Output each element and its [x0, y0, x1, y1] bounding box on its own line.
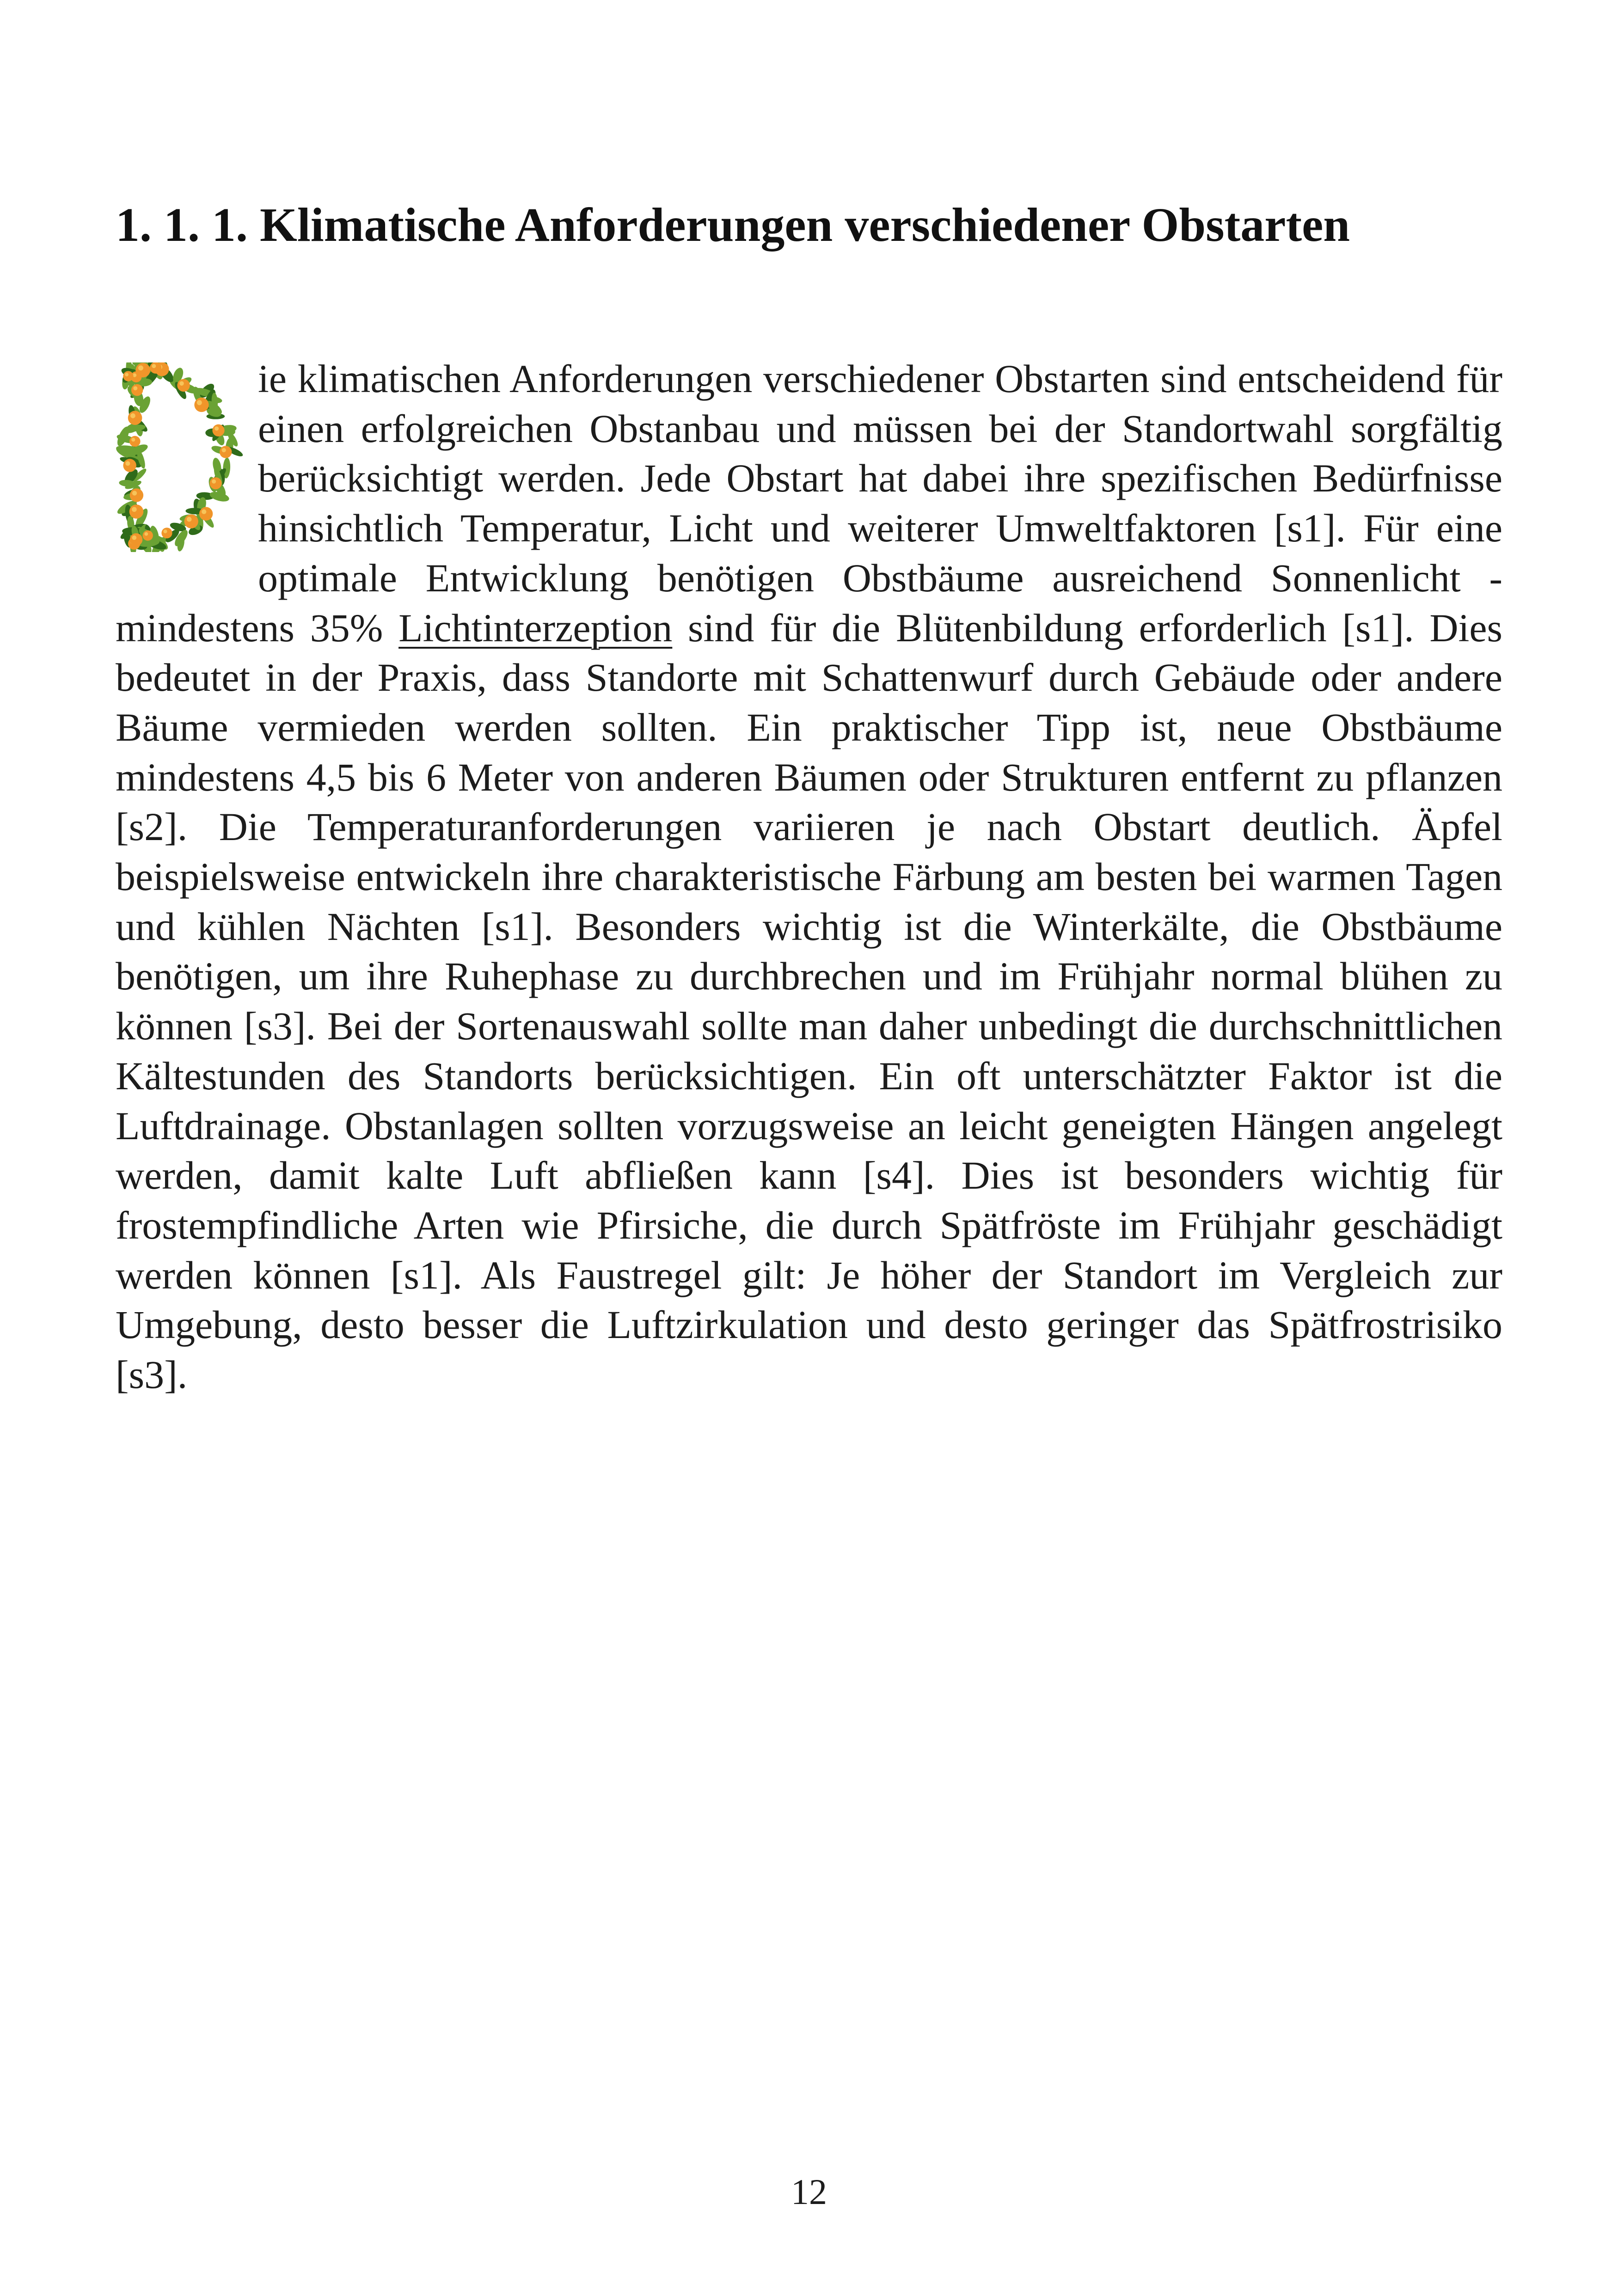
- fruit-tree-letter-d-icon: [116, 362, 244, 557]
- orange-fruit: [128, 411, 142, 425]
- orange-highlight: [202, 510, 206, 514]
- orange-highlight: [125, 461, 130, 466]
- orange-fruit: [129, 504, 144, 519]
- orange-fruit: [130, 533, 142, 546]
- page-number: 12: [791, 2172, 827, 2212]
- orange-highlight: [152, 364, 156, 368]
- orange-highlight: [144, 532, 148, 536]
- orange-fruit: [131, 384, 143, 396]
- orange-highlight: [187, 517, 192, 522]
- orange-fruit: [177, 379, 190, 392]
- orange-fruit: [130, 488, 143, 502]
- orange-highlight: [132, 491, 137, 496]
- orange-highlight: [138, 365, 143, 370]
- orange-fruit: [161, 528, 172, 538]
- orange-fruit: [199, 507, 213, 521]
- orange-highlight: [130, 413, 135, 418]
- orange-fruit: [123, 371, 133, 381]
- orange-fruit: [212, 424, 224, 436]
- orange-fruit: [142, 530, 153, 540]
- orange-fruit: [135, 363, 150, 378]
- orange-highlight: [125, 373, 129, 376]
- orange-fruit: [220, 446, 232, 458]
- orange-fruit: [209, 477, 221, 489]
- underlined-term: Lichtinterzeption: [398, 605, 673, 650]
- orange-highlight: [212, 479, 216, 484]
- orange-fruit: [123, 459, 136, 472]
- orange-fruit: [184, 515, 198, 528]
- orange-highlight: [132, 507, 137, 512]
- orange-fruit: [194, 398, 208, 412]
- paragraph-text-part-2: sind für die Blütenbildung erforderlich [s1]. Dies bedeutet in der Praxis, dass Standorte mit Schattenwurf durch Gebäude oder andere Bäume vermieden werden sollten. Ein praktischer Tipp ist, neue Obstbäume mindestens 4,5 bis 6 Meter von anderen Bäumen oder Strukturen entfernt zu pflanzen [s2]. Die Temperaturanforderungen variieren je nach Obstart deutlich. Äpfel beispielsweise entwickeln ihre charakteristische Färbung am besten bei warmen Tagen und kühlen Nächten [s1]. Besonders wichtig ist die Winterkälte, die Obstbäume benötigen, um ihre Ruhephase zu durchbrechen und im Frühjahr normal blühen zu können [s3]. Bei der Sortenauswahl sollte man daher unbedingt die durchschnittlichen Kältestunden des Standorts berücksichtigen. Ein oft unterschätzter Faktor ist die Luftdrainage. Obstanlagen sollten vorzugsweise an leicht geneigten Hängen angelegt werden, damit kalte Luft abfließen kann [s4]. Dies ist besonders wichtig für frostempfindliche Arten wie Pfirsiche, die durch Spätfröste im Frühjahr geschädigt werden können [s1]. Als Faustregel gilt: Je höher der Standort im Vergleich zur Umgebung, desto besser die Luftzirkulation und desto geringer das Spätfrostrisiko [s3].: [116, 605, 1502, 1397]
- body-paragraph: [116, 354, 1502, 1400]
- paragraph-text-part-1: ie klimatischen Anforderungen verschiedener Obstarten sind entscheidend für einen erfolgreichen Obstanbau und müssen bei der Standortwahl sorgfältig berücksichtigt werden. Jede Obstart hat dabei ihre spezifischen Bedürfnisse hinsichtlich Temperatur, Licht und weiterer Umweltfaktoren [s1]. Für eine optimale Entwicklung benötigen Obstbäume ausreichend Sonnenlicht - mindestens 35%: [116, 356, 1502, 650]
- section-heading: 1. 1. 1. Klimatische Anforderungen verschiedener Obstarten: [116, 198, 1350, 252]
- orange-highlight: [133, 386, 137, 390]
- orange-highlight: [179, 381, 184, 386]
- orange-fruit: [150, 362, 161, 374]
- orange-fruit: [129, 436, 141, 447]
- orange-highlight: [163, 529, 167, 533]
- orange-highlight: [132, 535, 137, 540]
- orange-highlight: [197, 400, 202, 405]
- orange-highlight: [131, 438, 135, 442]
- orange-highlight: [215, 426, 219, 430]
- orange-highlight: [222, 448, 226, 452]
